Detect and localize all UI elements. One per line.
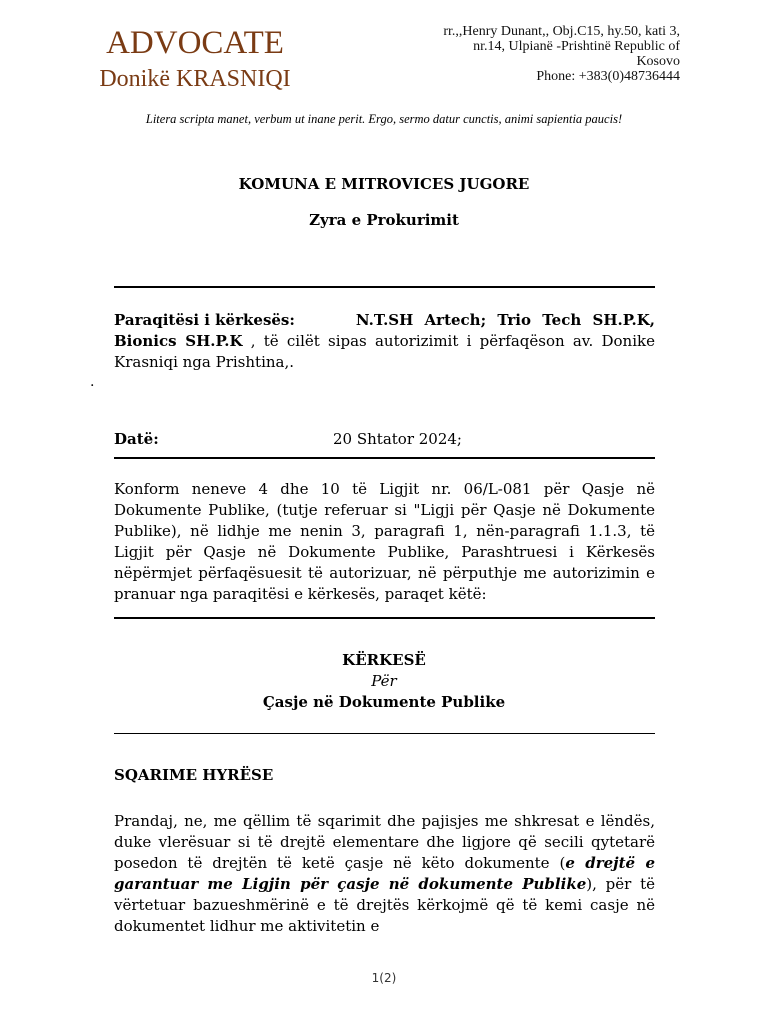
address-line: Kosovo (636, 54, 680, 69)
divider (114, 733, 655, 734)
request-title: KËRKESË (342, 651, 426, 669)
date-label: Datë: (114, 430, 159, 448)
recipient-municipality: KOMUNA E MITROVICES JUGORE (238, 175, 530, 193)
divider (114, 457, 655, 459)
intro-paragraph: Konform neneve 4 dhe 10 të Ligjit nr. 06/L-081 për Qasje në Dokumente Publike, (tutje referuar si "Ligji për Qasje në Dokumente Publike), në lidhje me nenin 3, paragrafi 1, nën-paragrafi 1.1.3, të Ligjit për Qasje në Dokumente Publike, Parashtruesi i Kërkesës nëpërmjet përfaqësuesit të autorizuar, në përputhje me autorizimin e pranuar nga paraqitësi e kërkesës, paraqet këtë: (114, 480, 655, 603)
applicant-line-1 (114, 310, 655, 331)
applicant-label: Paraqitësi i kërkesës: (114, 311, 295, 329)
date-value: 20 Shtator 2024; (333, 430, 462, 448)
applicant-names-1: N.T.SH Artech; Trio Tech SH.P.K, (355, 311, 655, 329)
stray-mark: . (90, 374, 95, 390)
section-paragraph (114, 811, 655, 937)
lawyer-name: Donikë KRASNIQI (99, 66, 291, 92)
divider (114, 617, 655, 619)
letterhead-address (430, 24, 680, 86)
section-title: SQARIME HYRËSE (114, 766, 274, 784)
page-number: 1(2) (371, 971, 397, 985)
applicant-block (114, 310, 655, 373)
divider (114, 286, 655, 288)
applicant-names-2: Bionics SH.P.K (114, 332, 243, 350)
paragraph-end: ), për të vërtetuar bazueshmërinë e të drejtës kërkojmë që të kemi casje në dokumentet lidhur me aktivitetin e (114, 875, 656, 935)
letterhead-left (90, 24, 300, 94)
request-for: Për (371, 672, 397, 690)
applicant-rest: , të cilët sipas autorizimit i përfaqëson av. Donike Krasniqi nga Prishtina,. (114, 332, 655, 371)
request-heading (0, 650, 768, 713)
firm-name: ADVOCATE (106, 25, 284, 61)
address-line: rr.,,Henry Dunant,, Obj.C15, hy.50, kati 3, (443, 24, 680, 39)
recipient-office: Zyra e Prokurimit (309, 211, 459, 229)
motto: Litera scripta manet, verbum ut inane perit. Ergo, sermo datur cunctis, animi sapientia paucis! (145, 112, 623, 126)
paragraph-emphasis: e drejtë e garantuar me Ligjin për çasje në dokumente Publike (114, 854, 655, 893)
request-subject: Çasje në Dokumente Publike (262, 693, 506, 711)
phone-line: Phone: +383(0)48736444 (536, 69, 680, 84)
paragraph-start: Prandaj, ne, me qëllim të sqarimit dhe pajisjes me shkresat e lëndës, duke vlerësuar si të drejtë elementare dhe ligjore që secili qytetarë posedon të drejtën të ketë çasje në këto dokumente ( (114, 812, 655, 872)
applicant-line-2 (114, 331, 655, 373)
address-line: nr.14, Ulpianë -Prishtinë Republic of (473, 39, 680, 54)
